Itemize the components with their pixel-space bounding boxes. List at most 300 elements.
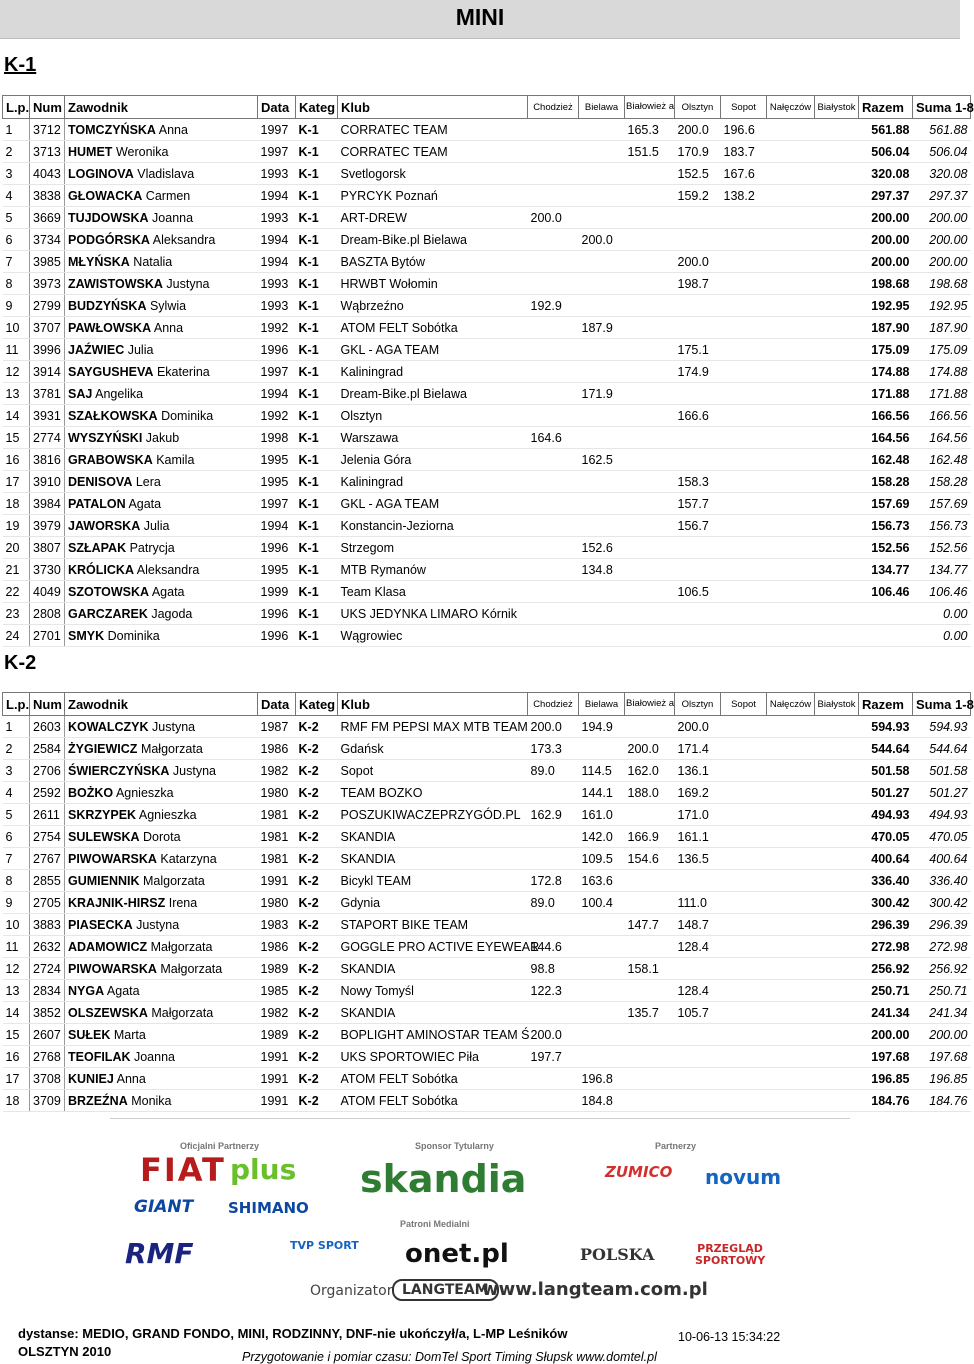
header-suma[interactable]: Suma 1-8 xyxy=(913,96,971,119)
cell-category: K-2 xyxy=(296,1068,338,1090)
cell-stage xyxy=(528,515,579,537)
cell-stage xyxy=(625,207,675,229)
surname: TUJDOWSKA xyxy=(68,210,149,225)
cell-stage xyxy=(675,427,721,449)
surname: PODGÓRSKA xyxy=(68,232,150,247)
cell-year: 1991 xyxy=(258,870,296,892)
cell-stage xyxy=(815,405,859,427)
cell-stage: 144.6 xyxy=(528,936,579,958)
cell-category: K-2 xyxy=(296,760,338,782)
novum-logo[interactable]: novum xyxy=(705,1165,782,1189)
first-name: Justyna xyxy=(136,917,180,932)
cell-lp: 24 xyxy=(3,625,30,647)
header-data[interactable]: Data xyxy=(258,96,296,119)
cell-year: 1996 xyxy=(258,339,296,361)
sponsor-group-label: Sponsor Tytularny xyxy=(415,1141,494,1151)
cell-num: 4049 xyxy=(30,581,65,603)
header-klub[interactable]: Klub xyxy=(338,96,528,119)
cell-razem: 501.58 xyxy=(859,760,913,782)
cell-zawodnik xyxy=(65,339,258,361)
cell-num: 3910 xyxy=(30,471,65,493)
cell-stage xyxy=(675,383,721,405)
cell-stage xyxy=(767,251,815,273)
cell-razem: 250.71 xyxy=(859,980,913,1002)
cell-suma: 494.93 xyxy=(913,804,971,826)
cell-stage xyxy=(675,295,721,317)
cell-razem: 196.85 xyxy=(859,1068,913,1090)
cell-category: K-1 xyxy=(296,185,338,207)
cell-stage xyxy=(767,339,815,361)
cell-category: K-1 xyxy=(296,559,338,581)
cell-suma: 171.88 xyxy=(913,383,971,405)
cell-stage: 200.0 xyxy=(528,207,579,229)
header-suma[interactable]: Suma 1-8 xyxy=(913,693,971,716)
surname: JAŹWIEC xyxy=(68,342,125,357)
cell-stage xyxy=(815,251,859,273)
cell-stage xyxy=(815,980,859,1002)
cell-stage xyxy=(767,229,815,251)
first-name: Patrycja xyxy=(129,540,175,555)
langteam-logo[interactable]: LANGTEAM xyxy=(392,1279,499,1301)
cell-stage xyxy=(815,383,859,405)
first-name: Kamila xyxy=(156,452,195,467)
cell-stage xyxy=(625,493,675,515)
first-name: Agata xyxy=(151,584,185,599)
cell-zawodnik xyxy=(65,1002,258,1024)
cell-razem: 241.34 xyxy=(859,1002,913,1024)
cell-num: 3816 xyxy=(30,449,65,471)
cell-zawodnik xyxy=(65,493,258,515)
cell-lp: 17 xyxy=(3,471,30,493)
cell-razem: 175.09 xyxy=(859,339,913,361)
table-row xyxy=(3,1068,971,1090)
cell-stage: 144.1 xyxy=(579,782,625,804)
surname: PIWOWARSKA xyxy=(68,851,157,866)
cell-stage xyxy=(815,1046,859,1068)
cell-club: RMF FM PEPSI MAX MTB TEAM xyxy=(338,716,528,738)
cell-stage xyxy=(625,339,675,361)
cell-stage xyxy=(625,295,675,317)
cell-zawodnik xyxy=(65,427,258,449)
cell-category: K-1 xyxy=(296,251,338,273)
cell-stage xyxy=(579,427,625,449)
cell-suma: 506.04 xyxy=(913,141,971,163)
cell-stage: 170.9 xyxy=(675,141,721,163)
cell-stage xyxy=(815,892,859,914)
cell-category: K-2 xyxy=(296,980,338,1002)
cell-year: 1994 xyxy=(258,383,296,405)
cell-category: K-1 xyxy=(296,383,338,405)
cell-stage: 89.0 xyxy=(528,892,579,914)
cell-razem: 166.56 xyxy=(859,405,913,427)
cell-stage xyxy=(625,163,675,185)
cell-category: K-1 xyxy=(296,339,338,361)
surname: ŚWIERCZYŃSKA xyxy=(68,763,170,778)
cell-stage xyxy=(815,317,859,339)
zumico-logo[interactable]: ZUMICO xyxy=(605,1163,673,1181)
cell-razem: 197.68 xyxy=(859,1046,913,1068)
cell-stage: 128.4 xyxy=(675,980,721,1002)
header-stage[interactable]: Sopot xyxy=(721,693,767,716)
table-row xyxy=(3,914,971,936)
cell-stage xyxy=(767,317,815,339)
cell-num: 3708 xyxy=(30,1068,65,1090)
cell-year: 1995 xyxy=(258,449,296,471)
cell-stage xyxy=(815,581,859,603)
cell-stage xyxy=(815,870,859,892)
header-stage[interactable]: Nałęczów xyxy=(767,693,815,716)
page-title: MINI xyxy=(455,4,505,30)
cell-stage: 151.5 xyxy=(625,141,675,163)
rmf-logo[interactable]: RMF xyxy=(125,1237,194,1270)
cell-stage xyxy=(625,892,675,914)
cell-stage xyxy=(625,537,675,559)
cell-lp: 13 xyxy=(3,383,30,405)
cell-year: 1982 xyxy=(258,760,296,782)
cell-club: Kaliningrad xyxy=(338,471,528,493)
surname: GARCZAREK xyxy=(68,606,148,621)
cell-stage xyxy=(528,317,579,339)
cell-stage xyxy=(579,980,625,1002)
cell-stage xyxy=(815,1068,859,1090)
cell-suma: 106.46 xyxy=(913,581,971,603)
cell-stage xyxy=(721,405,767,427)
cell-stage xyxy=(528,848,579,870)
cell-zawodnik xyxy=(65,892,258,914)
cell-zawodnik xyxy=(65,559,258,581)
cell-lp: 8 xyxy=(3,870,30,892)
cell-stage xyxy=(767,493,815,515)
cell-stage: 171.0 xyxy=(675,804,721,826)
cell-razem: 174.88 xyxy=(859,361,913,383)
cell-stage xyxy=(767,361,815,383)
cell-lp: 11 xyxy=(3,339,30,361)
header-zawodnik[interactable]: Zawodnik xyxy=(65,96,258,119)
cell-stage xyxy=(815,936,859,958)
cell-num: 4043 xyxy=(30,163,65,185)
cell-lp: 6 xyxy=(3,826,30,848)
header-stage[interactable]: Olsztyn xyxy=(675,96,721,119)
cell-stage xyxy=(675,870,721,892)
header-num[interactable]: Num xyxy=(30,96,65,119)
header-kateg[interactable]: Kateg xyxy=(296,96,338,119)
cell-category: K-1 xyxy=(296,625,338,647)
table-row xyxy=(3,1046,971,1068)
cell-num: 2584 xyxy=(30,738,65,760)
cell-suma: 196.85 xyxy=(913,1068,971,1090)
cell-lp: 23 xyxy=(3,603,30,625)
first-name: Marta xyxy=(113,1027,146,1042)
cell-stage xyxy=(625,581,675,603)
footer-timestamp: 10-06-13 15:34:22 xyxy=(678,1330,781,1344)
surname: PIASECKA xyxy=(68,917,133,932)
cell-zawodnik xyxy=(65,1090,258,1112)
cell-stage xyxy=(721,317,767,339)
cell-num: 3712 xyxy=(30,119,65,141)
cell-category: K-1 xyxy=(296,471,338,493)
footer-distances: dystanse: MEDIO, GRAND FONDO, MINI, RODZINNY, DNF-nie ukończył/a, L-MP Leśników xyxy=(18,1326,568,1341)
cell-stage xyxy=(721,892,767,914)
cell-stage xyxy=(767,515,815,537)
cell-zawodnik xyxy=(65,980,258,1002)
surname: GŁOWACKA xyxy=(68,188,143,203)
cell-year: 1994 xyxy=(258,251,296,273)
surname: OLSZEWSKA xyxy=(68,1005,148,1020)
cell-zawodnik xyxy=(65,716,258,738)
cell-zawodnik xyxy=(65,251,258,273)
header-stage[interactable]: Białystok xyxy=(815,96,859,119)
cell-category: K-2 xyxy=(296,738,338,760)
cell-suma: 544.64 xyxy=(913,738,971,760)
cell-lp: 8 xyxy=(3,273,30,295)
cell-stage xyxy=(815,782,859,804)
cell-club: Konstancin-Jeziorna xyxy=(338,515,528,537)
header-stage[interactable]: Olsztyn xyxy=(675,693,721,716)
cell-stage: 165.3 xyxy=(625,119,675,141)
cell-category: K-1 xyxy=(296,537,338,559)
header-klub[interactable]: Klub xyxy=(338,693,528,716)
header-stage[interactable]: Nałęczów xyxy=(767,96,815,119)
header-stage[interactable]: Białowież a xyxy=(625,96,675,119)
cell-year: 1993 xyxy=(258,207,296,229)
cell-stage xyxy=(528,361,579,383)
cell-zawodnik xyxy=(65,537,258,559)
cell-stage xyxy=(767,405,815,427)
cell-razem: 164.56 xyxy=(859,427,913,449)
cell-stage xyxy=(721,804,767,826)
header-stage[interactable]: Sopot xyxy=(721,96,767,119)
cell-lp: 20 xyxy=(3,537,30,559)
cell-stage xyxy=(721,295,767,317)
cell-lp: 7 xyxy=(3,848,30,870)
surname: KRAJNIK-HIRSZ xyxy=(68,895,166,910)
cell-stage xyxy=(579,163,625,185)
header-stage[interactable]: Białystok xyxy=(815,693,859,716)
header-lp[interactable]: L.p. xyxy=(3,96,30,119)
tvp-sport-logo[interactable]: TVP SPORT xyxy=(290,1239,359,1252)
cell-suma: 297.37 xyxy=(913,185,971,207)
cell-num: 3979 xyxy=(30,515,65,537)
cell-zawodnik xyxy=(65,207,258,229)
cell-category: K-2 xyxy=(296,826,338,848)
cell-num: 3709 xyxy=(30,1090,65,1112)
table-header xyxy=(3,693,974,716)
cell-stage: 163.6 xyxy=(579,870,625,892)
cell-suma: 561.88 xyxy=(913,119,971,141)
cell-stage: 105.7 xyxy=(675,1002,721,1024)
first-name: Joanna xyxy=(133,1049,175,1064)
table-row xyxy=(3,427,971,449)
cell-club: ATOM FELT Sobótka xyxy=(338,1068,528,1090)
cell-stage xyxy=(815,185,859,207)
first-name: Agata xyxy=(128,496,162,511)
header-num[interactable]: Num xyxy=(30,693,65,716)
cell-stage xyxy=(767,870,815,892)
cell-club: CORRATEC TEAM xyxy=(338,119,528,141)
cell-category: K-1 xyxy=(296,273,338,295)
cell-stage: 183.7 xyxy=(721,141,767,163)
cell-stage xyxy=(721,207,767,229)
cell-num: 2705 xyxy=(30,892,65,914)
cell-stage: 197.7 xyxy=(528,1046,579,1068)
cell-suma: 164.56 xyxy=(913,427,971,449)
cell-num: 2706 xyxy=(30,760,65,782)
cell-suma: 470.05 xyxy=(913,826,971,848)
cell-stage xyxy=(721,914,767,936)
cell-suma: 200.00 xyxy=(913,229,971,251)
header-lp[interactable]: L.p. xyxy=(3,693,30,716)
cell-lp: 4 xyxy=(3,185,30,207)
cell-year: 1992 xyxy=(258,405,296,427)
cell-category: K-2 xyxy=(296,936,338,958)
table-row xyxy=(3,449,971,471)
header-razem[interactable]: Razem xyxy=(859,693,913,716)
first-name: Weronika xyxy=(115,144,169,159)
cell-club: SKANDIA xyxy=(338,958,528,980)
surname: TOMCZYŃSKA xyxy=(68,122,156,137)
table-row xyxy=(3,361,971,383)
cell-stage xyxy=(579,251,625,273)
surname: LOGINOVA xyxy=(68,166,134,181)
cell-stage xyxy=(721,559,767,581)
cell-stage: 111.0 xyxy=(675,892,721,914)
onet-logo[interactable]: onet.pl xyxy=(405,1239,509,1269)
cell-num: 3914 xyxy=(30,361,65,383)
cell-stage: 159.2 xyxy=(675,185,721,207)
cell-num: 2611 xyxy=(30,804,65,826)
cell-suma: 241.34 xyxy=(913,1002,971,1024)
cell-zawodnik xyxy=(65,848,258,870)
cell-stage xyxy=(767,760,815,782)
header-kateg[interactable]: Kateg xyxy=(296,693,338,716)
header-razem[interactable]: Razem xyxy=(859,96,913,119)
surname: ZAWISTOWSKA xyxy=(68,276,163,291)
cell-category: K-2 xyxy=(296,958,338,980)
surname: WYSZYŃSKI xyxy=(68,430,143,445)
cell-stage: 188.0 xyxy=(625,782,675,804)
cell-year: 1980 xyxy=(258,892,296,914)
cell-stage xyxy=(767,716,815,738)
first-name: Małgorzata xyxy=(151,1005,214,1020)
cell-stage xyxy=(675,1024,721,1046)
cell-lp: 9 xyxy=(3,295,30,317)
plus-logo[interactable]: plus xyxy=(230,1153,297,1186)
giant-logo[interactable]: GIANT xyxy=(134,1197,194,1217)
first-name: Carmen xyxy=(145,188,191,203)
cell-stage xyxy=(675,317,721,339)
cell-year: 1995 xyxy=(258,471,296,493)
cell-year: 1994 xyxy=(258,185,296,207)
cell-stage xyxy=(579,119,625,141)
cell-zawodnik xyxy=(65,449,258,471)
cell-category: K-2 xyxy=(296,1024,338,1046)
cell-club: Svetlogorsk xyxy=(338,163,528,185)
cell-category: K-2 xyxy=(296,870,338,892)
header-stage[interactable]: Chodzież xyxy=(528,96,579,119)
first-name: Jagoda xyxy=(151,606,193,621)
cell-zawodnik xyxy=(65,936,258,958)
cell-category: K-1 xyxy=(296,317,338,339)
cell-year: 1994 xyxy=(258,229,296,251)
cell-razem: 106.46 xyxy=(859,581,913,603)
langteam-url[interactable]: www.langteam.com.pl xyxy=(482,1279,708,1300)
table-row xyxy=(3,826,971,848)
cell-stage xyxy=(528,339,579,361)
cell-stage: 164.6 xyxy=(528,427,579,449)
cell-stage xyxy=(767,471,815,493)
cell-stage: 138.2 xyxy=(721,185,767,207)
cell-stage xyxy=(767,449,815,471)
przeglad-sportowy-logo[interactable]: PRZEGLĄD SPORTOWY xyxy=(695,1242,766,1267)
table-row xyxy=(3,405,971,427)
table-row xyxy=(3,163,971,185)
fiat-logo[interactable]: FIAT xyxy=(140,1151,226,1189)
cell-razem: 256.92 xyxy=(859,958,913,980)
cell-stage: 134.8 xyxy=(579,559,625,581)
cell-stage xyxy=(815,738,859,760)
cell-stage: 136.5 xyxy=(675,848,721,870)
cell-lp: 18 xyxy=(3,1090,30,1112)
cell-stage xyxy=(767,537,815,559)
cell-year: 1992 xyxy=(258,317,296,339)
cell-stage: 167.6 xyxy=(721,163,767,185)
header-stage[interactable]: Białowież a xyxy=(625,693,675,716)
header-data[interactable]: Data xyxy=(258,693,296,716)
header-stage[interactable]: Chodzież xyxy=(528,693,579,716)
polska-logo[interactable]: POLSKA xyxy=(580,1245,655,1264)
cell-zawodnik xyxy=(65,1068,258,1090)
cell-suma: 162.48 xyxy=(913,449,971,471)
cell-year: 1997 xyxy=(258,493,296,515)
cell-stage xyxy=(528,581,579,603)
cell-stage xyxy=(815,804,859,826)
cell-year: 1991 xyxy=(258,1068,296,1090)
cell-stage xyxy=(528,1002,579,1024)
surname: DENISOVA xyxy=(68,474,133,489)
cell-stage xyxy=(675,603,721,625)
cell-club: Bicykl TEAM xyxy=(338,870,528,892)
header-stage[interactable]: Bielawa xyxy=(579,693,625,716)
cell-category: K-1 xyxy=(296,405,338,427)
cell-zawodnik xyxy=(65,826,258,848)
surname: BUDZYŃSKA xyxy=(68,298,147,313)
cell-stage: 200.0 xyxy=(528,1024,579,1046)
cell-category: K-2 xyxy=(296,914,338,936)
first-name: Lera xyxy=(135,474,161,489)
header-stage[interactable]: Bielawa xyxy=(579,96,625,119)
cell-stage xyxy=(579,493,625,515)
cell-year: 1981 xyxy=(258,826,296,848)
header-zawodnik[interactable]: Zawodnik xyxy=(65,693,258,716)
cell-stage xyxy=(579,914,625,936)
cell-num: 2767 xyxy=(30,848,65,870)
cell-year: 1996 xyxy=(258,603,296,625)
cell-stage xyxy=(528,185,579,207)
cell-club: BASZTA Bytów xyxy=(338,251,528,273)
cell-stage xyxy=(767,1046,815,1068)
cell-razem: 187.90 xyxy=(859,317,913,339)
cell-category: K-1 xyxy=(296,603,338,625)
cell-club: CORRATEC TEAM xyxy=(338,141,528,163)
first-name: Małgorzata xyxy=(150,939,213,954)
cell-stage xyxy=(625,273,675,295)
cell-stage xyxy=(815,1090,859,1112)
cell-category: K-1 xyxy=(296,581,338,603)
cell-stage: 114.5 xyxy=(579,760,625,782)
shimano-logo[interactable]: SHIMANO xyxy=(228,1199,309,1217)
cell-razem: 297.37 xyxy=(859,185,913,207)
skandia-logo[interactable]: skandia xyxy=(360,1157,527,1201)
